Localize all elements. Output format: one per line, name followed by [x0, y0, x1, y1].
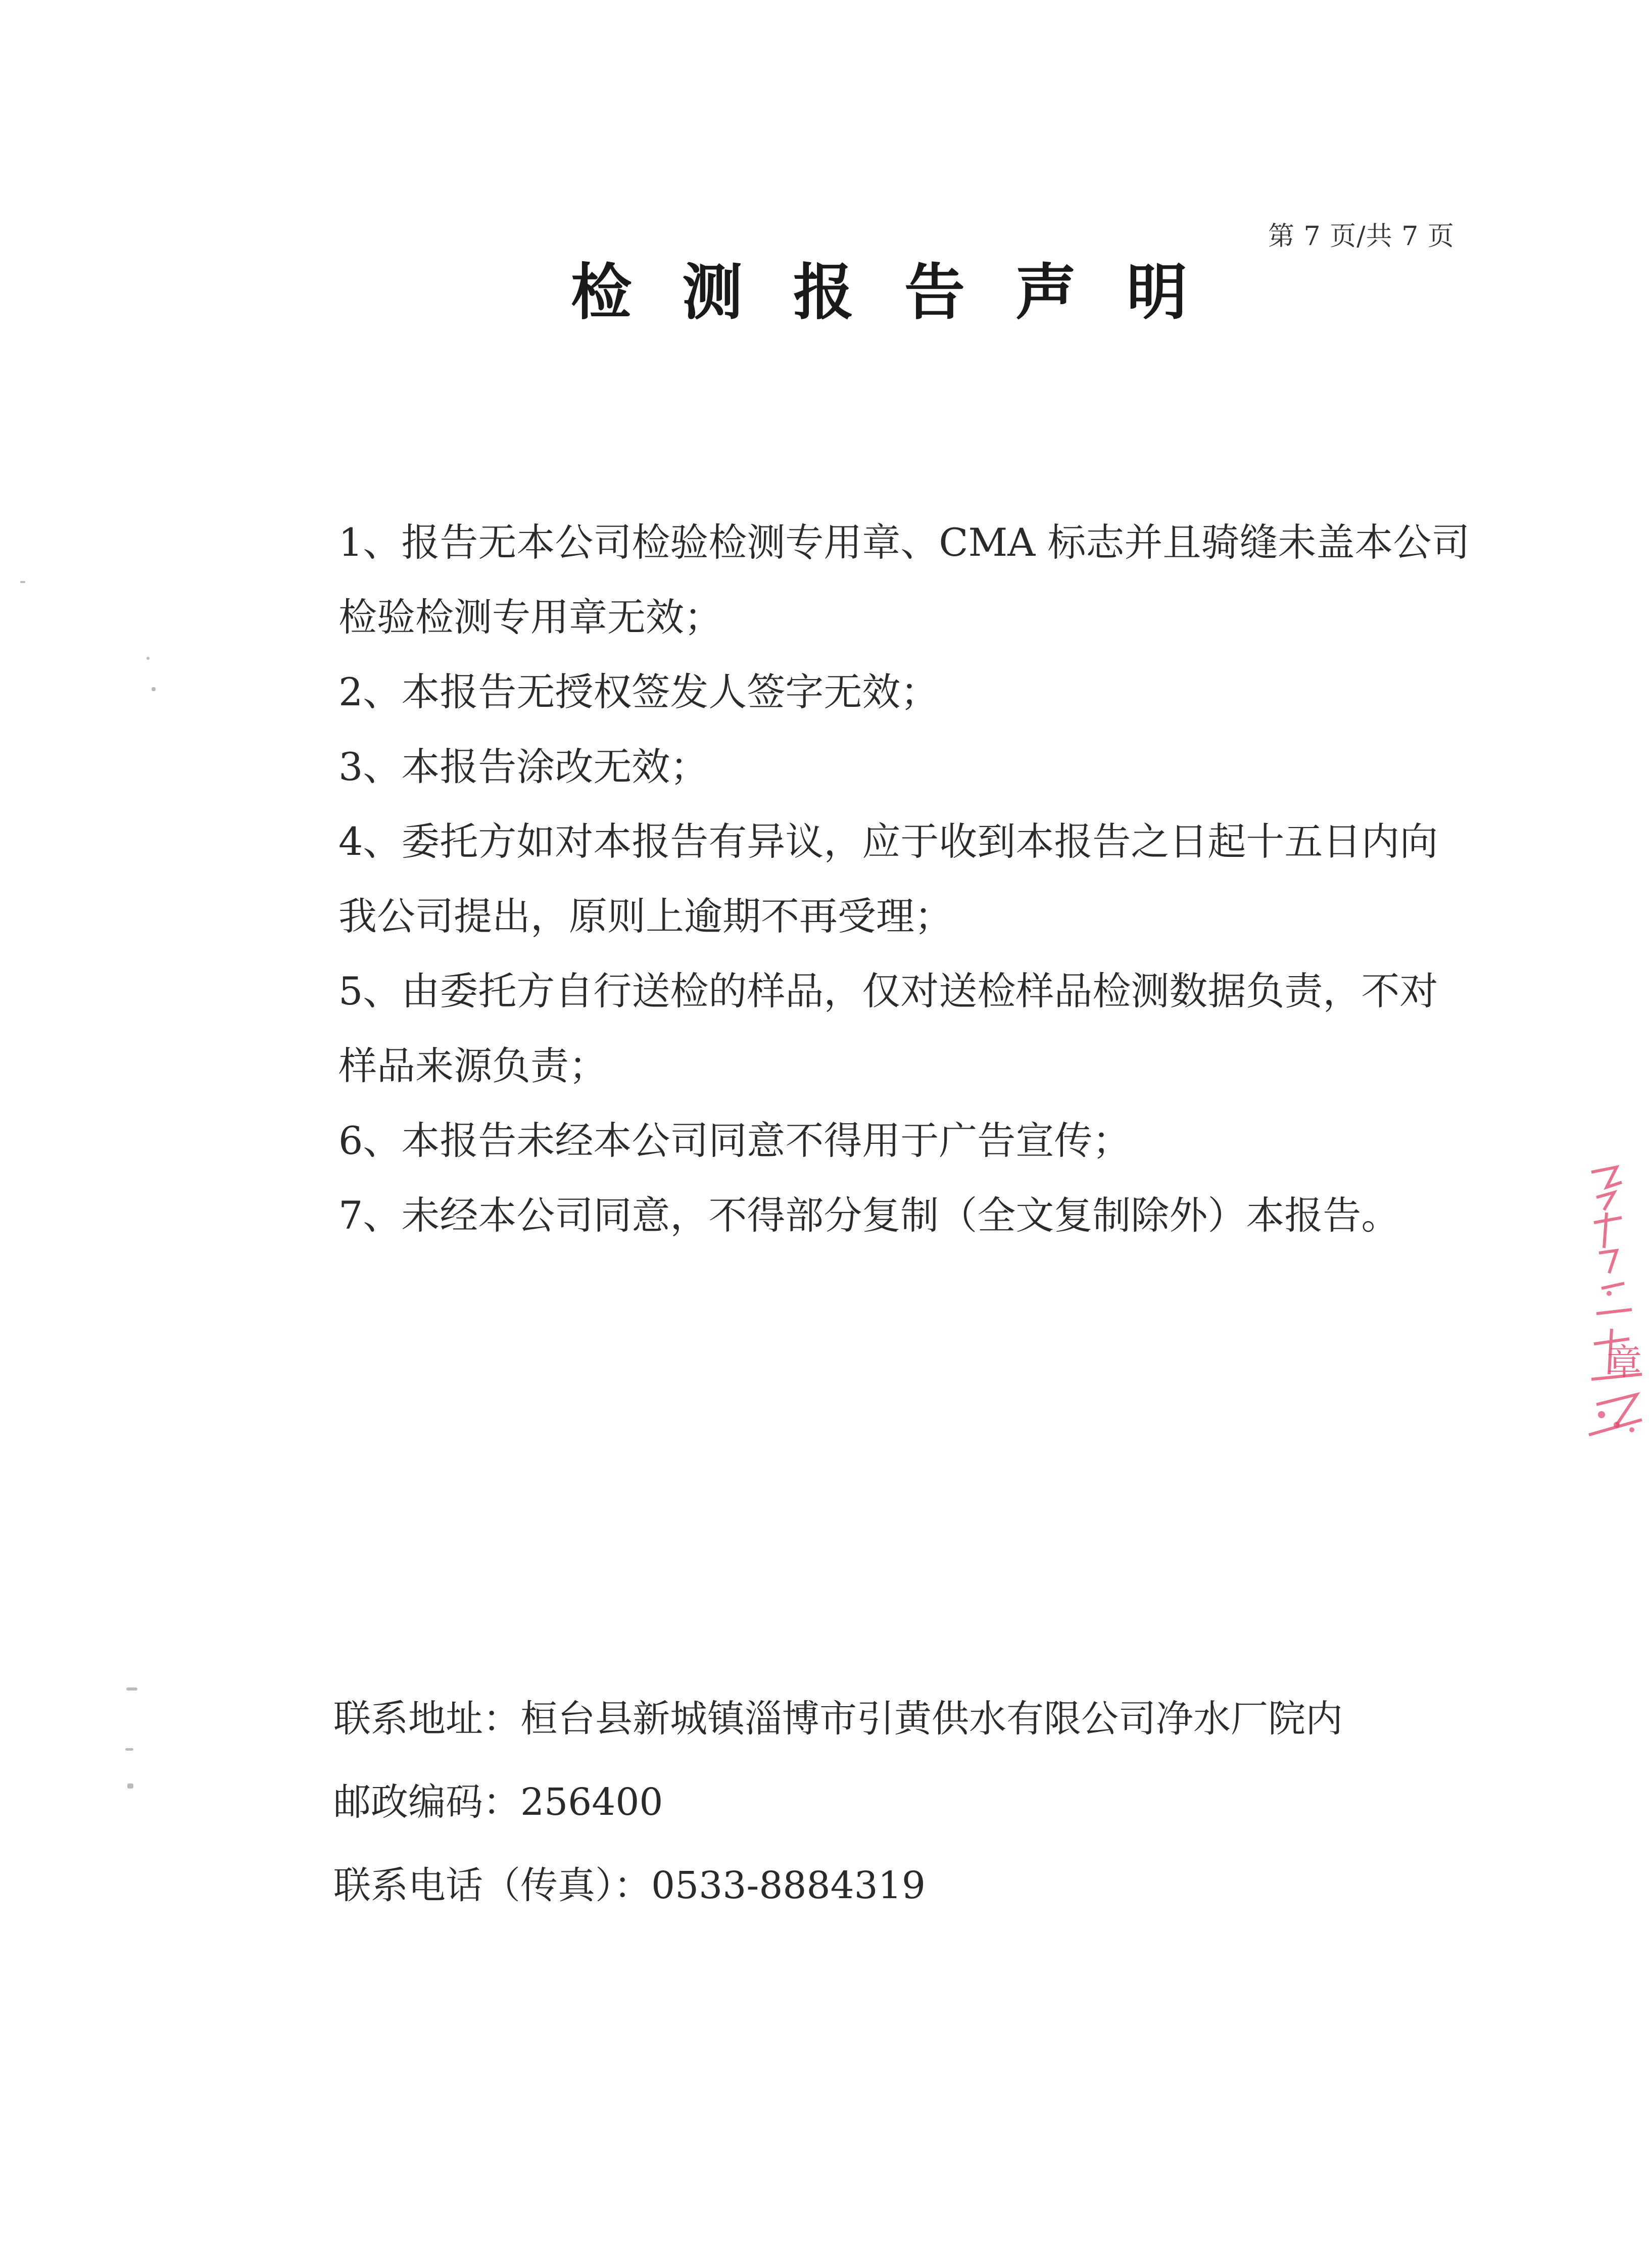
scan-speck	[126, 1687, 137, 1691]
scan-speck	[125, 1748, 133, 1751]
statement-item-5: 5、由委托方自行送检的样品，仅对送检样品检测数据负责，不对样品来源负责；	[338, 969, 1438, 1088]
statement-item-2: 2、本报告无授权签发人签字无效；	[338, 669, 939, 714]
scan-speck	[20, 581, 25, 583]
scan-speck	[147, 657, 150, 660]
contact-address: 联系地址：桓台县新城镇淄博市引黄供水有限公司净水厂院内	[333, 1697, 1343, 1741]
svg-text:章: 章	[1607, 1341, 1642, 1383]
statement-item-7: 7、未经本公司同意，不得部分复制（全文复制除外）本报告。	[338, 1193, 1400, 1238]
contact-block	[333, 1677, 1495, 1927]
statement-item-3: 3、本报告涂改无效；	[338, 744, 709, 789]
statement-item-4: 4、委托方如对本报告有异议，应于收到本报告之日起十五日内向我公司提出，原则上逾期不再受理；	[338, 819, 1438, 939]
statement-list	[338, 505, 1470, 1253]
seal-stamp-icon	[1586, 1162, 1649, 1445]
page-number: 第 7 页/共 7 页	[1268, 221, 1454, 252]
page-title: 检测报告声明	[571, 258, 1238, 328]
scan-speck	[152, 687, 156, 691]
contact-phone: 联系电话（传真）：0533-8884319	[333, 1864, 926, 1907]
contact-postcode: 邮政编码：256400	[333, 1780, 663, 1824]
statement-item-1: 1、报告无本公司检验检测专用章、CMA 标志并且骑缝未盖本公司检验检测专用章无效；	[338, 520, 1470, 640]
statement-item-6: 6、本报告未经本公司同意不得用于广告宣传；	[338, 1118, 1131, 1163]
scan-speck	[127, 1783, 133, 1789]
